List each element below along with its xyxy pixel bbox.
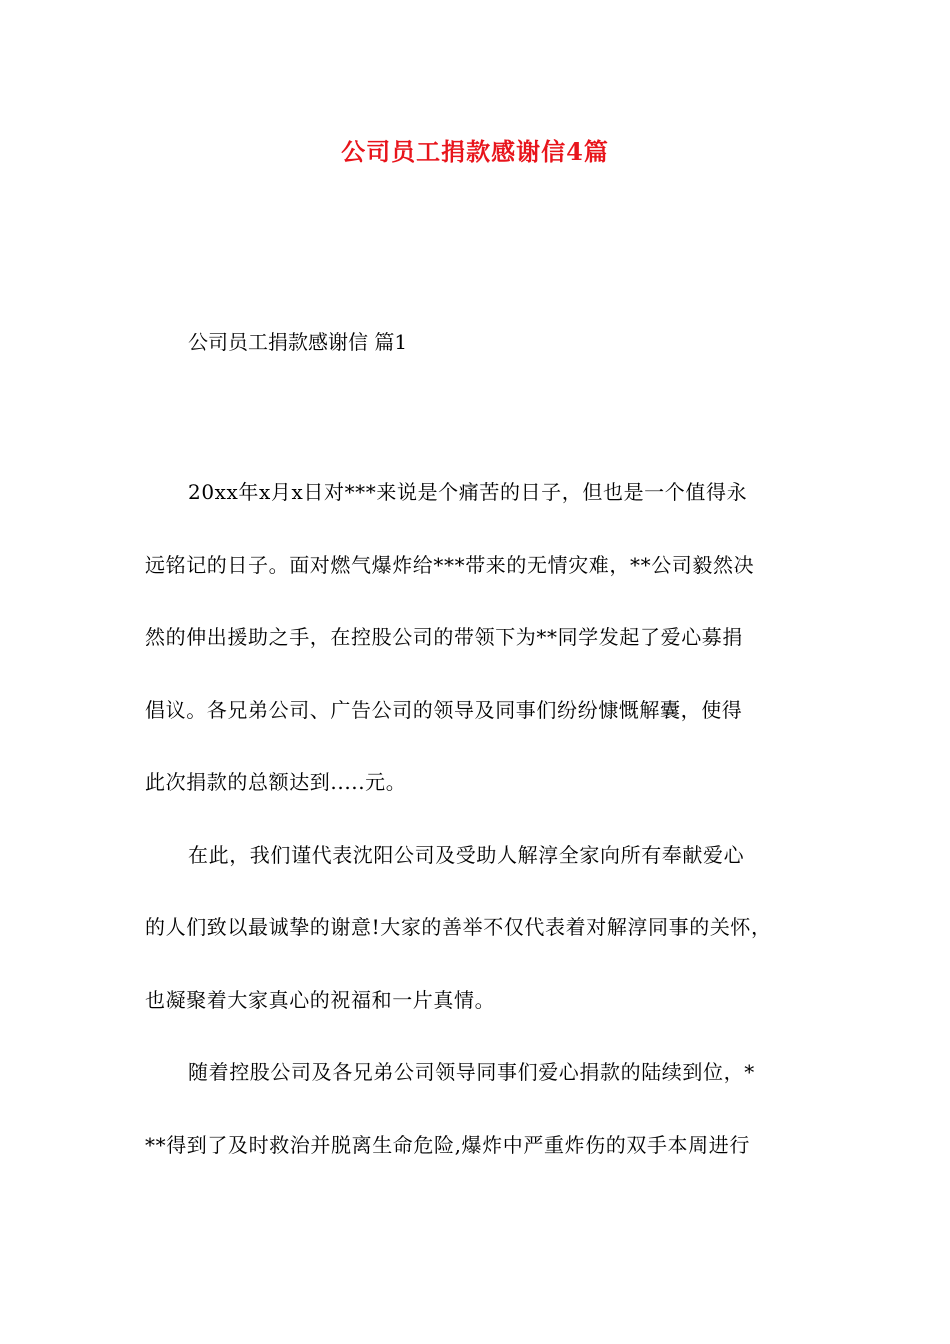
paragraph-line: 20xx年x月x日对***来说是个痛苦的日子，但也是一个值得永: [188, 480, 748, 504]
paragraph-line: 倡议。各兄弟公司、广告公司的领导及同事们纷纷慷慨解囊，使得: [145, 697, 743, 722]
paragraph-line: 随着控股公司及各兄弟公司领导同事们爱心捐款的陆续到位，*: [188, 1060, 755, 1084]
paragraph-line: 此次捐款的总额达到.....元。: [145, 770, 407, 794]
paragraph-line: 的人们致以最诚挚的谢意!大家的善举不仅代表着对解淳同事的关怀，: [145, 915, 772, 939]
section-heading: 公司员工捐款感谢信 篇1: [188, 330, 408, 354]
paragraph-line: 然的伸出援助之手，在控股公司的带领下为**同学发起了爱心募捐: [145, 625, 743, 649]
letter-body: [145, 468, 815, 1193]
paragraph-line: 也凝聚着大家真心的祝福和一片真情。: [145, 987, 496, 1012]
document-title: 公司员工捐款感谢信4篇: [341, 137, 609, 166]
paragraph-line: **得到了及时救治并脱离生命危险,爆炸中严重炸伤的双手本周进行: [145, 1132, 750, 1157]
paragraph-line: 在此，我们谨代表沈阳公司及受助人解淳全家向所有奉献爱心: [188, 842, 745, 867]
paragraph-line: 远铭记的日子。面对燃气爆炸给***带来的无情灾难，**公司毅然决: [145, 552, 755, 577]
